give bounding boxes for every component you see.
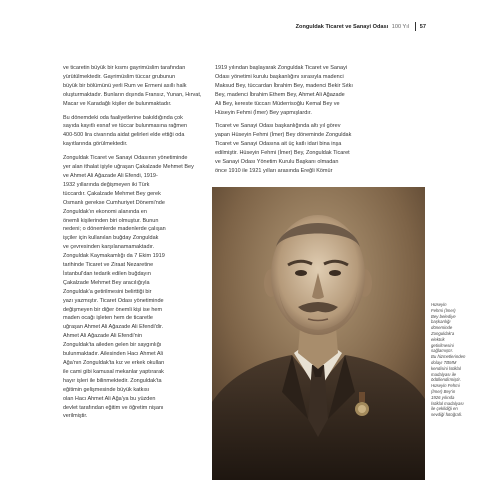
left-paragraph-1: ve ticaretin büyük bir kısmı gayrimüslim tarafından yürütülmektedir. Gayrimüslim tüccar grubunun büyük bir bölümünü yerli Rum ve Ermeni asıllı halk oluşturmaktadır. Bunların dışında Fransız, Yunan, Hırvat, Macar ve Karadağlı kişiler de bulunmaktadır. — [63, 65, 202, 107]
left-paragraph-2: Bu dönemdeki oda faaliyetlerine bakıldığında çok sayıda kayıtlı esnaf ve tüccar bulunmasına rağmen 400-500 lira civarında aidat gelirleri elde ettiği oda kayıtlarında görülmektedir. — [63, 114, 188, 148]
left-column — [63, 64, 211, 426]
header-years: 100 Yıl — [391, 23, 410, 30]
header-separator — [415, 22, 416, 31]
portrait-photo — [212, 187, 425, 480]
right-paragraph-2: Ticaret ve Sanayi Odası başkanlığında altı yıl görev yapan Hüseyin Fehmi (İmer) Bey döneminde Zonguldak Ticaret ve Sanayi Odasına ait üç katlı idari bina inşa edilmiştir. Hüseyin Fehmi (İmer) Bey, Zonguldak Ticaret ve Sanayi Odası Yönetim Kurulu Başkanı olmadan önce 1910 ile 1921 yılları arasında Ereğli Kömür — [215, 123, 352, 174]
portrait-photo-icon — [212, 187, 425, 480]
right-column — [215, 64, 390, 181]
running-header — [296, 22, 426, 31]
header-title: Zonguldak Ticaret ve Sanayi Odası — [295, 23, 389, 30]
left-paragraph-3: Zonguldak Ticaret ve Sanayi Odasının yönetiminde yer alan ithalat işiyle uğraşan Çakalzade Mehmet Bey ve Ahmet Ali Ağazade Ali Efendi, 1919- 1932 yıllarında değişmeyen iki Türk tüccardır. Çakalzade Mehmet Bey gerek Osmanlı gerekse Cumhuriyet Dönemi'nde Zonguldak'ın ekonomi alanında en önemli kişilerinden biri olmuştur. Bunun nedeni; o dönemlerde madenlerde çalışan işçiler için kullanılan buğday Zonguldak ve çevresinden karşılanamamaktadır. Zonguldak Kaymakamlığı da 7 Ekim 1919 tarihinde Ticaret ve Ziraat Nezaretine İstanbul'dan tedarik edilen buğdayın Çakalzade Mehmet Bey aracılığıyla Zonguldak'a getirilmesini belirttiği bir yazı yazmıştır. Ticaret Odası yönetiminde değişmeyen bir diğer önemli kişi ise hem maden ocağı işleten hem de ticaretle uğraşan Ahmet Ali Ağazade Ali Efendi'dir. Ahmet Ali Ağazade Ali Efendi'nin Zonguldak'ta aileden gelen bir saygınlığı bulunmaktadır. Ailesinden Hacı Ahmet Ali Ağa'nın Zonguldak'ta kız ve erkek okulları ile cami gibi kamusal mekanlar yaptırarak hayır işleri ile bilinmektedir. Zonguldak'ta eğitimin gelişmesinde büyük katkısı olan Hacı Ahmet Ali Ağa'ya bu yüzden devlet tarafından eğitim ve öğretim nişanı verilmiştir. — [63, 155, 194, 420]
photo-caption: Hüseyin Fehmi (İmer) Bey belediye başkanlığı döneminde Zonguldak'a elektrik getirilmesini sağlamıştır. Bu hizmetlerinden dolayı TBMM kendisini İstiklal madalyası ile ödüllendirmiştir. Hüseyin Fehmi (İmer) Bey'in 1926 yılında İstiklal madalyası ile çekildiği en sevdiği fotoğrafı. — [431, 302, 466, 418]
right-paragraph-1: 1919 yılından başlayarak Zonguldak Ticaret ve Sanayi Odası yönetimi kurulu başkanlığını sırasıyla madenci Maksud Bey, tüccardan İbrahim Bey, madenci Bekir Sıtkı Bey, madenci İbrahim Ethem Bey, Ahmet Ali Ağazade Ali Bey, kereste tüccarı Müderrisoğlu Kemal Bey ve Hüseyin Fehmi (İmer) Bey yapmışlardır. — [215, 65, 353, 116]
page-number: 57 — [419, 23, 426, 30]
